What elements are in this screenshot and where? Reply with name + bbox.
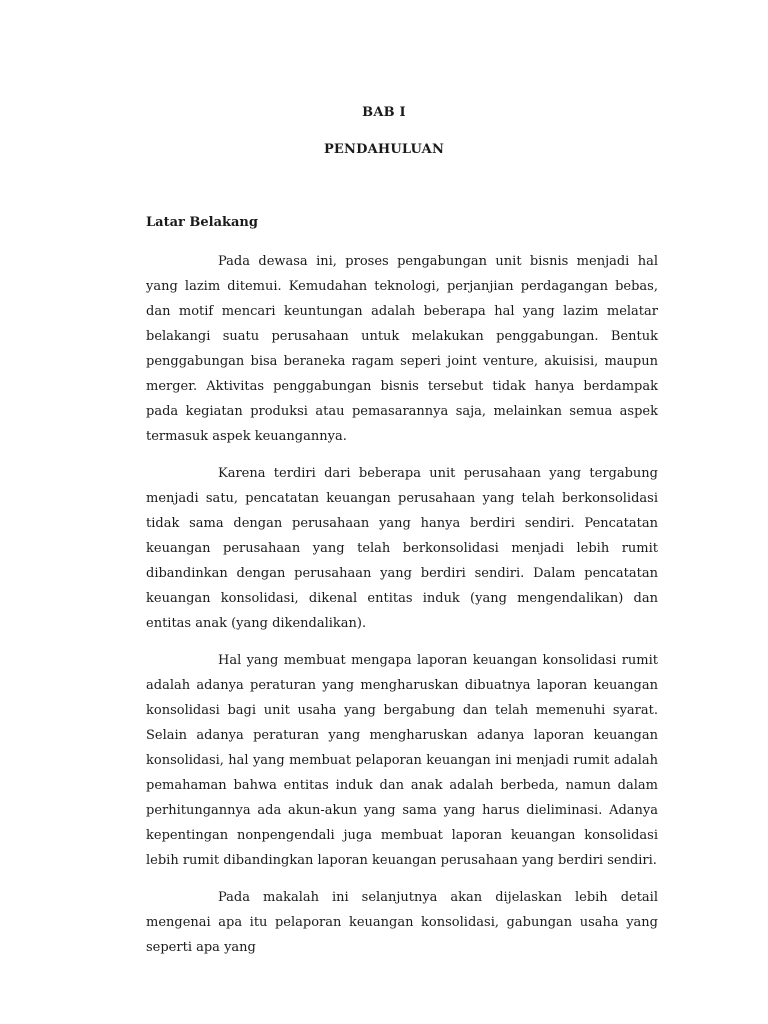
chapter-heading: BAB I	[362, 105, 406, 120]
paragraph: Hal yang membuat mengapa laporan keuangan konsolidasi rumit adalah adanya peraturan yang mengharuskan dibuatnya laporan keuangan konsolidasi bagi unit usaha yang bergabung dan telah memenuhi syarat. Selain adanya peraturan yang mengharuskan adanya laporan keuangan konsolidasi, hal yang membuat pelaporan keuangan ini menjadi rumit adalah pemahaman bahwa entitas induk dan anak adalah berbeda, namun dalam perhitungannya ada akun-akun yang sama yang harus dieliminasi. Adanya kepentingan nonpengendali juga membuat laporan keuangan konsolidasi lebih rumit dibandingkan laporan keuangan perusahaan yang berdiri sendiri.	[146, 653, 658, 868]
paragraph: Karena terdiri dari beberapa unit perusahaan yang tergabung menjadi satu, pencatatan keuangan perusahaan yang telah berkonsolidasi tidak sama dengan perusahaan yang hanya berdiri sendiri. Pencatatan keuangan perusahaan yang telah berkonsolidasi menjadi lebih rumit dibandinkan dengan perusahaan yang berdiri sendiri. Dalam pencatatan keuangan konsolidasi, dikenal entitas induk (yang mengendalikan) dan entitas anak (yang dikendalikan).	[146, 466, 658, 631]
body-text	[146, 249, 658, 972]
chapter-title: PENDAHULUAN	[323, 142, 445, 157]
section-heading: Latar Belakang	[146, 215, 258, 230]
paragraph: Pada makalah ini selanjutnya akan dijelaskan lebih detail mengenai apa itu pelaporan keuangan konsolidasi, gabungan usaha yang seperti apa yang	[146, 890, 658, 955]
paragraph: Pada dewasa ini, proses pengabungan unit bisnis menjadi hal yang lazim ditemui. Kemudahan teknologi, perjanjian perdagangan bebas, dan motif mencari keuntungan adalah beberapa hal yang lazim melatar belakangi suatu perusahaan untuk melakukan penggabungan. Bentuk penggabungan bisa beraneka ragam seperi joint venture, akuisisi, maupun merger. Aktivitas penggabungan bisnis tersebut tidak hanya berdampak pada kegiatan produksi atau pemasarannya saja, melainkan semua aspek termasuk aspek keuangannya.	[146, 254, 658, 444]
